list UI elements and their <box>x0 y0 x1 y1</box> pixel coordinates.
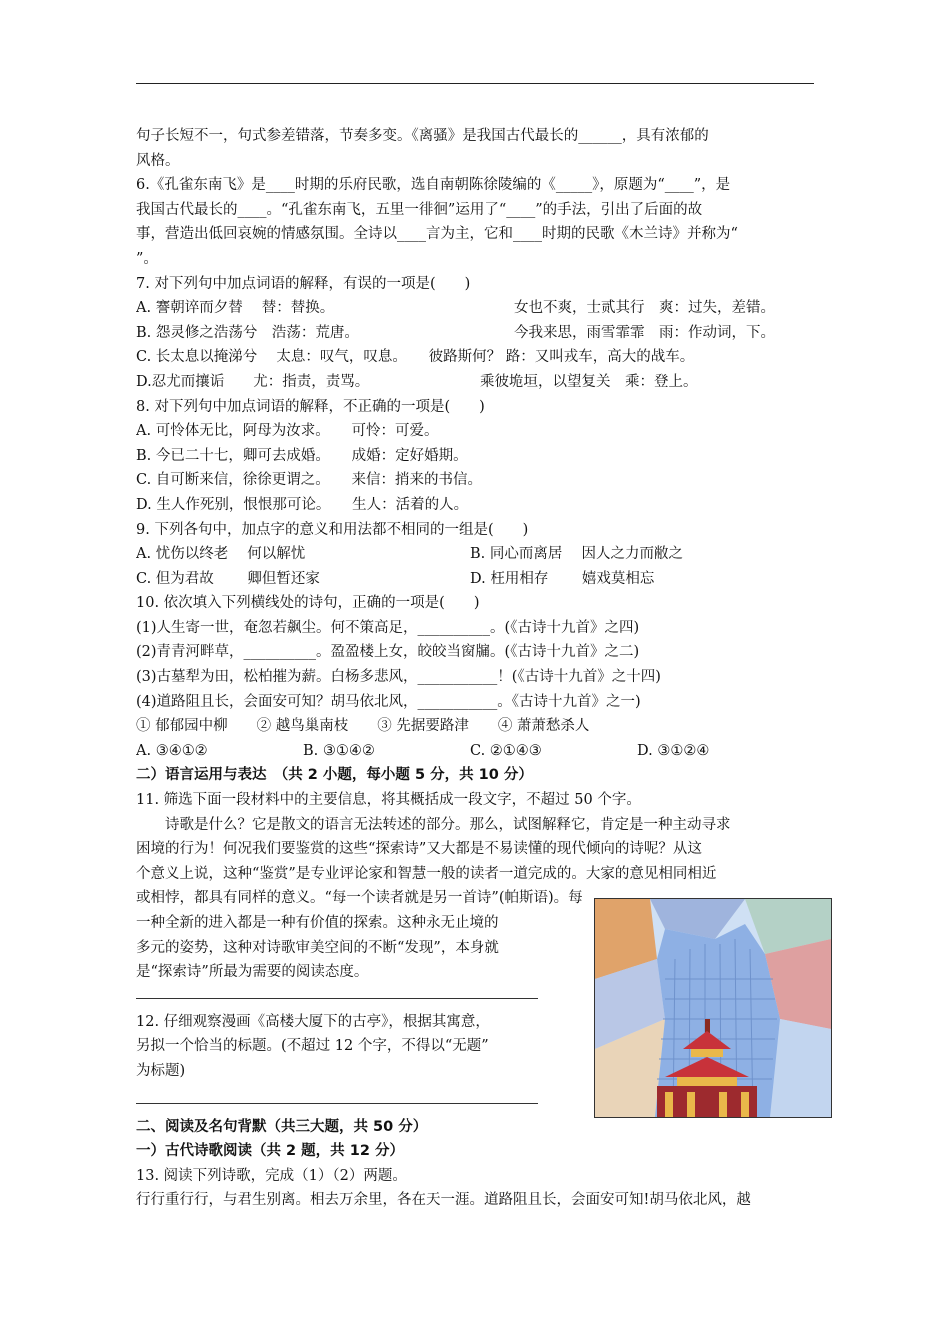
section-heading: 二、阅读及名句背默（共三大题，共 50 分） <box>136 1118 428 1135</box>
text-line: 句子长短不一，句式参差错落，节奏多变。《离骚》是我国古代最长的______，具有浓郁的 <box>136 128 709 144</box>
question-9: 9. 下列各句中，加点字的意义和用法都不相同的一组是( ) <box>136 521 529 538</box>
option-a: A. 忧伤以终老 何以解忧 <box>136 546 306 563</box>
text-line: (4)道路阻且长，会面安可知？胡马依北风，___________。《古诗十九首》之一) <box>136 693 641 710</box>
text-line: ”。 <box>136 250 158 267</box>
text-line: 我国古代最长的____。“孔雀东南飞，五里一徘徊”运用了“____”的手法，引出了后面的故 <box>136 201 703 218</box>
passage-line: 个意义上说，这种“鉴赏”是专业评论家和智慧一般的读者一道完成的。大家的意见相同相近 <box>136 865 717 882</box>
text-line: (3)古墓犁为田，松柏摧为薪。白杨多悲风，___________！(《古诗十九首》之十四) <box>136 669 661 686</box>
passage-line: 诗歌是什么？它是散文的语言无法转述的部分。那么，试图解释它，肯定是一种主动寻求 <box>165 816 731 833</box>
passage-line: 或相悖，都具有同样的意义。“每一个读者就是另一首诗”(帕斯语)。每 <box>136 890 583 907</box>
option-c: C. ②①④③ <box>470 742 542 759</box>
option-d-2: 乘彼垝垣，以望复关 乘：登上。 <box>480 373 698 390</box>
passage-line: 一种全新的进入都是一种有价值的探索。这种永无止境的 <box>136 915 499 931</box>
option-d: D. 生人作死别，恨恨那可论。 生人：活着的人。 <box>136 496 469 513</box>
text-line: (1)人生寄一世，奄忽若飙尘。何不策高足，__________。(《古诗十九首》之四) <box>136 619 640 636</box>
option-c: C. 长太息以掩涕兮 太息：叹气，叹息。 彼路斯何？ 路：又叫戎车，高大的战车。 <box>136 349 695 366</box>
question-10: 10. 依次填入下列横线处的诗句，正确的一项是( ) <box>136 595 480 612</box>
passage-line: 困境的行为！何况我们要鉴赏的这些“探索诗”又大都是不易读懂的现代倾向的诗呢？从这 <box>136 841 702 858</box>
option-d: D.忍尤而攘诟 尤：指责，责骂。 <box>136 373 370 390</box>
header-rule <box>136 83 814 84</box>
option-b-2: 今我来思，雨雪霏霏 雨：作动词，下。 <box>514 324 775 341</box>
text-line: ① 郁郁园中柳 ② 越鸟巢南枝 ③ 先据要路津 ④ 萧萧愁杀人 <box>136 718 590 735</box>
option-b: B. 怨灵修之浩荡兮 浩荡：荒唐。 <box>136 324 359 341</box>
option-d: D. 枉用相存 嬉戏莫相忘 <box>470 570 655 587</box>
option-a-2: 女也不爽，士贰其行 爽：过失，差错。 <box>514 300 775 317</box>
question-8: 8. 对下列句中加点词语的解释，不正确的一项是( ) <box>136 398 485 415</box>
text-line: 另拟一个恰当的标题。(不超过 12 个字，不得以“无题” <box>136 1038 489 1055</box>
option-a: A. 可怜体无比，阿母为汝求。 可怜：可爱。 <box>136 423 439 440</box>
option-d: D. ③①②④ <box>637 742 710 759</box>
text-line: (2)青青河畔草，__________。盈盈楼上女，皎皎当窗牖。(《古诗十九首》之二) <box>136 644 640 661</box>
question-12: 12. 仔细观察漫画《高楼大厦下的古亭》，根据其寓意， <box>136 1013 490 1030</box>
poem-line: 行行重行行，与君生别离。相去万余里，各在天一涯。道路阻且长，会面安可知!胡马依北风，越 <box>136 1192 751 1209</box>
subsection-heading: 一）古代诗歌阅读（共 2 题，共 12 分） <box>136 1143 404 1160</box>
passage-line: 多元的姿势，这种对诗歌审美空间的不断“发现”，本身就 <box>136 939 499 956</box>
text-line: 事，营造出低回哀婉的情感氛围。全诗以____言为主，它和____时期的民歌《木兰诗》并称为“ <box>136 226 738 243</box>
question-13: 13. 阅读下列诗歌，完成（1）（2）两题。 <box>136 1167 407 1184</box>
option-a: A. 謇朝谇而夕替 替：替换。 <box>136 300 335 317</box>
option-a: A. ③④①② <box>136 742 208 759</box>
option-b: B. 今已二十七，卿可去成婚。 成婚：定好婚期。 <box>136 447 468 464</box>
question-6: 6.《孔雀东南飞》是____时期的乐府民歌，选自南朝陈徐陵编的《_____》，原题为“____”，是 <box>136 177 731 194</box>
question-7: 7. 对下列句中加点词语的解释，有误的一项是( ) <box>136 275 471 292</box>
text-line: 风格。 <box>136 152 180 169</box>
answer-line[interactable] <box>136 1103 538 1104</box>
option-c: C. 自可断来信，徐徐更谓之。 来信：捎来的书信。 <box>136 472 483 489</box>
option-b: B. 同心而离居 因人之力而敝之 <box>470 546 683 563</box>
option-c: C. 但为君故 卿但暂还家 <box>136 570 320 587</box>
passage-line: 是“探索诗”所最为需要的阅读态度。 <box>136 964 369 981</box>
text-line: 为标题) <box>136 1062 186 1079</box>
cartoon-ancient-pavilion-under-skyscrapers <box>594 898 832 1118</box>
option-b: B. ③①④② <box>303 742 375 759</box>
cartoon-illustration <box>595 899 831 1117</box>
section-heading: 二）语言运用与表达 （共 2 小题，每小题 5 分，共 10 分） <box>136 767 533 784</box>
answer-line[interactable] <box>136 998 538 999</box>
question-11: 11. 筛选下面一段材料中的主要信息，将其概括成一段文字，不超过 50 个字。 <box>136 792 641 809</box>
